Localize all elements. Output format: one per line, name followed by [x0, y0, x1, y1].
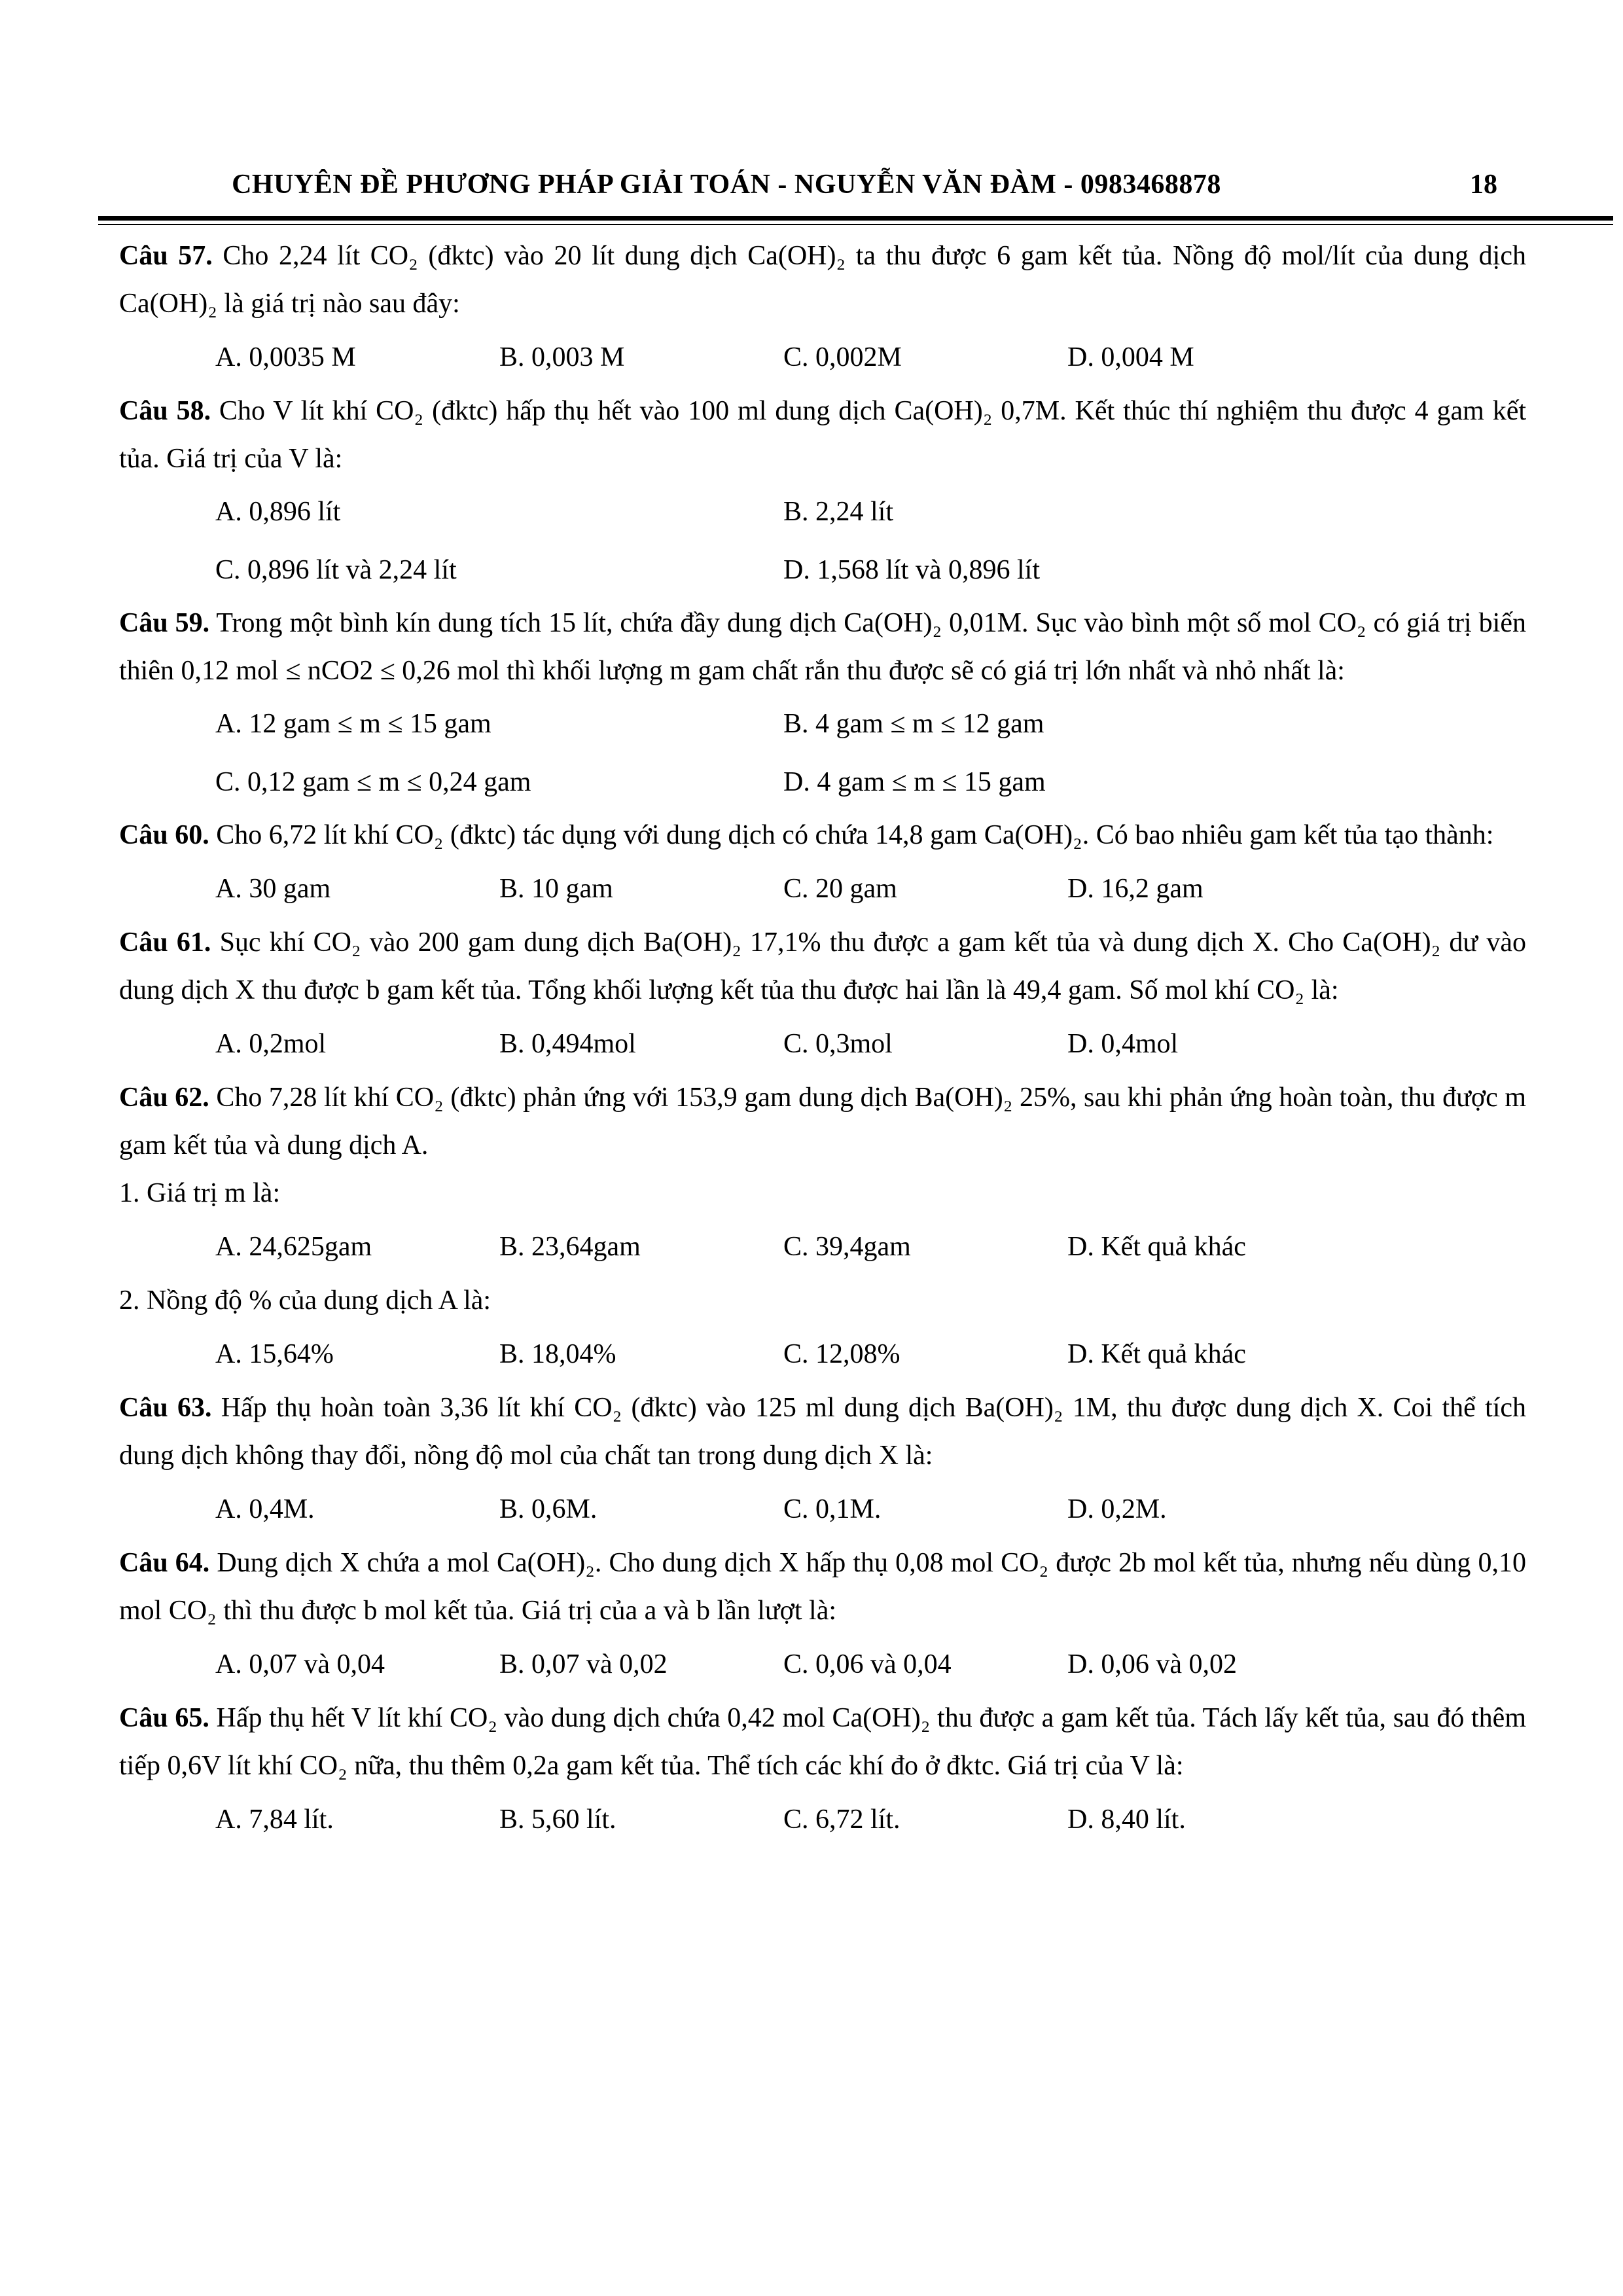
question-number: Câu 57. [119, 241, 213, 271]
options-63 [119, 1480, 1526, 1539]
question-text: Hấp thụ hoàn toàn 3,36 lít khí CO₂ (đktc) vào 125 ml dung dịch Ba(OH)₂ 1M, thu được dung dịch X. Coi thể tích dung dịch không thay đổi, nồng độ mol của chất tan trong dung dịch X là: [119, 1393, 1527, 1471]
option-a: A. 0,07 và 0,04 [215, 1649, 385, 1679]
option-a: A. 0,896 lít [215, 497, 341, 527]
question-60 [119, 812, 1526, 859]
question-61 [119, 919, 1526, 1014]
question-text: Cho 7,28 lít khí CO₂ (đktc) phản ứng với 153,9 gam dung dịch Ba(OH)₂ 25%, sau khi phản ứng hoàn toàn, thu được m gam kết tủa và dung dịch A. [119, 1083, 1527, 1160]
question-62 [119, 1074, 1526, 1170]
question-text: Trong một bình kín dung tích 15 lít, chứa đầy dung dịch Ca(OH)₂ 0,01M. Sục vào bình một số mol CO₂ có giá trị biến thiên 0,12 mol ≤ nCO2 ≤ 0,26 mol thì khối lượng m gam chất rắn thu được sẽ có giá trị lớn nhất và nhỏ nhất là: [119, 608, 1526, 686]
options-57 [119, 328, 1526, 387]
option-d: D. 0,4mol [1067, 1029, 1179, 1059]
question-65 [119, 1695, 1526, 1790]
question-59 [119, 600, 1526, 695]
question-number: Câu 58. [119, 396, 211, 426]
question-number: Câu 61. [119, 927, 211, 958]
option-c: C. 0,06 và 0,04 [783, 1649, 952, 1679]
option-a: A. 30 gam [215, 874, 331, 904]
options-65 [119, 1790, 1526, 1850]
option-a: A. 0,2mol [215, 1029, 327, 1059]
option-a: A. 24,625gam [215, 1232, 372, 1262]
option-c: C. 20 gam [783, 874, 897, 904]
question-list [119, 232, 1526, 1850]
question-text: Cho 2,24 lít CO₂ (đktc) vào 20 lít dung dịch Ca(OH)₂ ta thu được 6 gam kết tủa. Nồng độ mol/lít của dung dịch Ca(OH)₂ là giá trị nào sau đây: [119, 241, 1526, 319]
option-d: D. 4 gam ≤ m ≤ 15 gam [783, 767, 1046, 797]
header-rule-thin [98, 224, 1613, 225]
option-b: B. 18,04% [499, 1339, 616, 1369]
question-text: Hấp thụ hết V lít khí CO₂ vào dung dịch chứa 0,42 mol Ca(OH)₂ thu được a gam kết tủa. Tách lấy kết tủa, sau đó thêm tiếp 0,6V lít khí CO₂ nữa, thu thêm 0,2a gam kết tủa. Thể tích các khí đo ở đktc. Giá trị của V là: [119, 1703, 1526, 1781]
options-61 [119, 1014, 1526, 1074]
question-text: Dung dịch X chứa a mol Ca(OH)₂. Cho dung dịch X hấp thụ 0,08 mol CO₂ được 2b mol kết tủa, nhưng nếu dùng 0,10 mol CO₂ thì thu được b mol kết tủa. Giá trị của a và b lần lượt là: [119, 1548, 1527, 1626]
option-a: A. 12 gam ≤ m ≤ 15 gam [215, 709, 491, 739]
option-c: C. 0,12 gam ≤ m ≤ 0,24 gam [215, 767, 531, 797]
options-58-row2 [119, 541, 1526, 600]
question-text: Cho V lít khí CO₂ (đktc) hấp thụ hết vào 100 ml dung dịch Ca(OH)₂ 0,7M. Kết thúc thí nghiệm thu được 4 gam kết tủa. Giá trị của V là: [119, 396, 1527, 474]
question-number: Câu 62. [119, 1083, 209, 1113]
page-number: 18 [1470, 170, 1497, 200]
option-c: C. 6,72 lít. [783, 1804, 901, 1835]
option-d: D. 8,40 lít. [1067, 1804, 1186, 1835]
options-59-row2 [119, 753, 1526, 812]
option-b: B. 2,24 lít [783, 497, 894, 527]
options-62-part1 [119, 1217, 1526, 1277]
option-c: C. 0,896 lít và 2,24 lít [215, 555, 457, 585]
option-c: C. 12,08% [783, 1339, 901, 1369]
question-number: Câu 59. [119, 608, 210, 638]
question-text: Sục khí CO₂ vào 200 gam dung dịch Ba(OH)₂ 17,1% thu được a gam kết tủa và dung dịch X. Cho Ca(OH)₂ dư vào dung dịch X thu được b gam kết tủa. Tổng khối lượng kết tủa thu được hai lần là 49,4 gam. Số mol khí CO₂ là: [119, 927, 1526, 1005]
option-c: C. 39,4gam [783, 1232, 911, 1262]
question-number: Câu 65. [119, 1703, 209, 1733]
option-c: C. 0,1M. [783, 1494, 882, 1524]
option-b: B. 0,07 và 0,02 [499, 1649, 668, 1679]
option-c: C. 0,002M [783, 342, 902, 372]
option-a: A. 0,4M. [215, 1494, 315, 1524]
option-d: D. 0,004 M [1067, 342, 1194, 372]
option-c: C. 0,3mol [783, 1029, 893, 1059]
question-text: Cho 6,72 lít khí CO₂ (đktc) tác dụng với dung dịch có chứa 14,8 gam Ca(OH)₂. Có bao nhiêu gam kết tủa tạo thành: [216, 820, 1494, 850]
options-62-part2 [119, 1325, 1526, 1384]
option-b: B. 23,64gam [499, 1232, 641, 1262]
option-a: A. 7,84 lít. [215, 1804, 334, 1835]
question-number: Câu 60. [119, 820, 209, 850]
option-d: D. 0,2M. [1067, 1494, 1167, 1524]
page-header [119, 169, 1504, 208]
option-b: B. 5,60 lít. [499, 1804, 616, 1835]
question-57 [119, 232, 1526, 328]
question-number: Câu 64. [119, 1548, 210, 1578]
option-d: D. Kết quả khác [1067, 1339, 1246, 1369]
options-58-row1 [119, 483, 1526, 541]
header-title: CHUYÊN ĐỀ PHƯƠNG PHÁP GIẢI TOÁN - NGUYỄN VĂN ĐÀM - 0983468878 [232, 170, 1221, 200]
option-d: D. 1,568 lít và 0,896 lít [783, 555, 1040, 585]
option-a: A. 15,64% [215, 1339, 334, 1369]
option-d: D. 0,06 và 0,02 [1067, 1649, 1237, 1679]
question-58 [119, 387, 1526, 483]
option-b: B. 10 gam [499, 874, 613, 904]
option-b: B. 0,003 M [499, 342, 625, 372]
question-number: Câu 63. [119, 1393, 212, 1423]
question-part-1: 1. Giá trị m là: [119, 1178, 281, 1208]
option-b: B. 4 gam ≤ m ≤ 12 gam [783, 709, 1044, 739]
options-64 [119, 1635, 1526, 1695]
option-a: A. 0,0035 M [215, 342, 356, 372]
question-64 [119, 1539, 1526, 1635]
question-part-2: 2. Nồng độ % của dung dịch A là: [119, 1285, 491, 1316]
options-59-row1 [119, 695, 1526, 753]
header-rule [98, 216, 1613, 221]
option-b: B. 0,494mol [499, 1029, 636, 1059]
option-d: D. 16,2 gam [1067, 874, 1204, 904]
option-d: D. Kết quả khác [1067, 1232, 1246, 1262]
question-63 [119, 1384, 1526, 1480]
option-b: B. 0,6M. [499, 1494, 597, 1524]
options-60 [119, 859, 1526, 919]
